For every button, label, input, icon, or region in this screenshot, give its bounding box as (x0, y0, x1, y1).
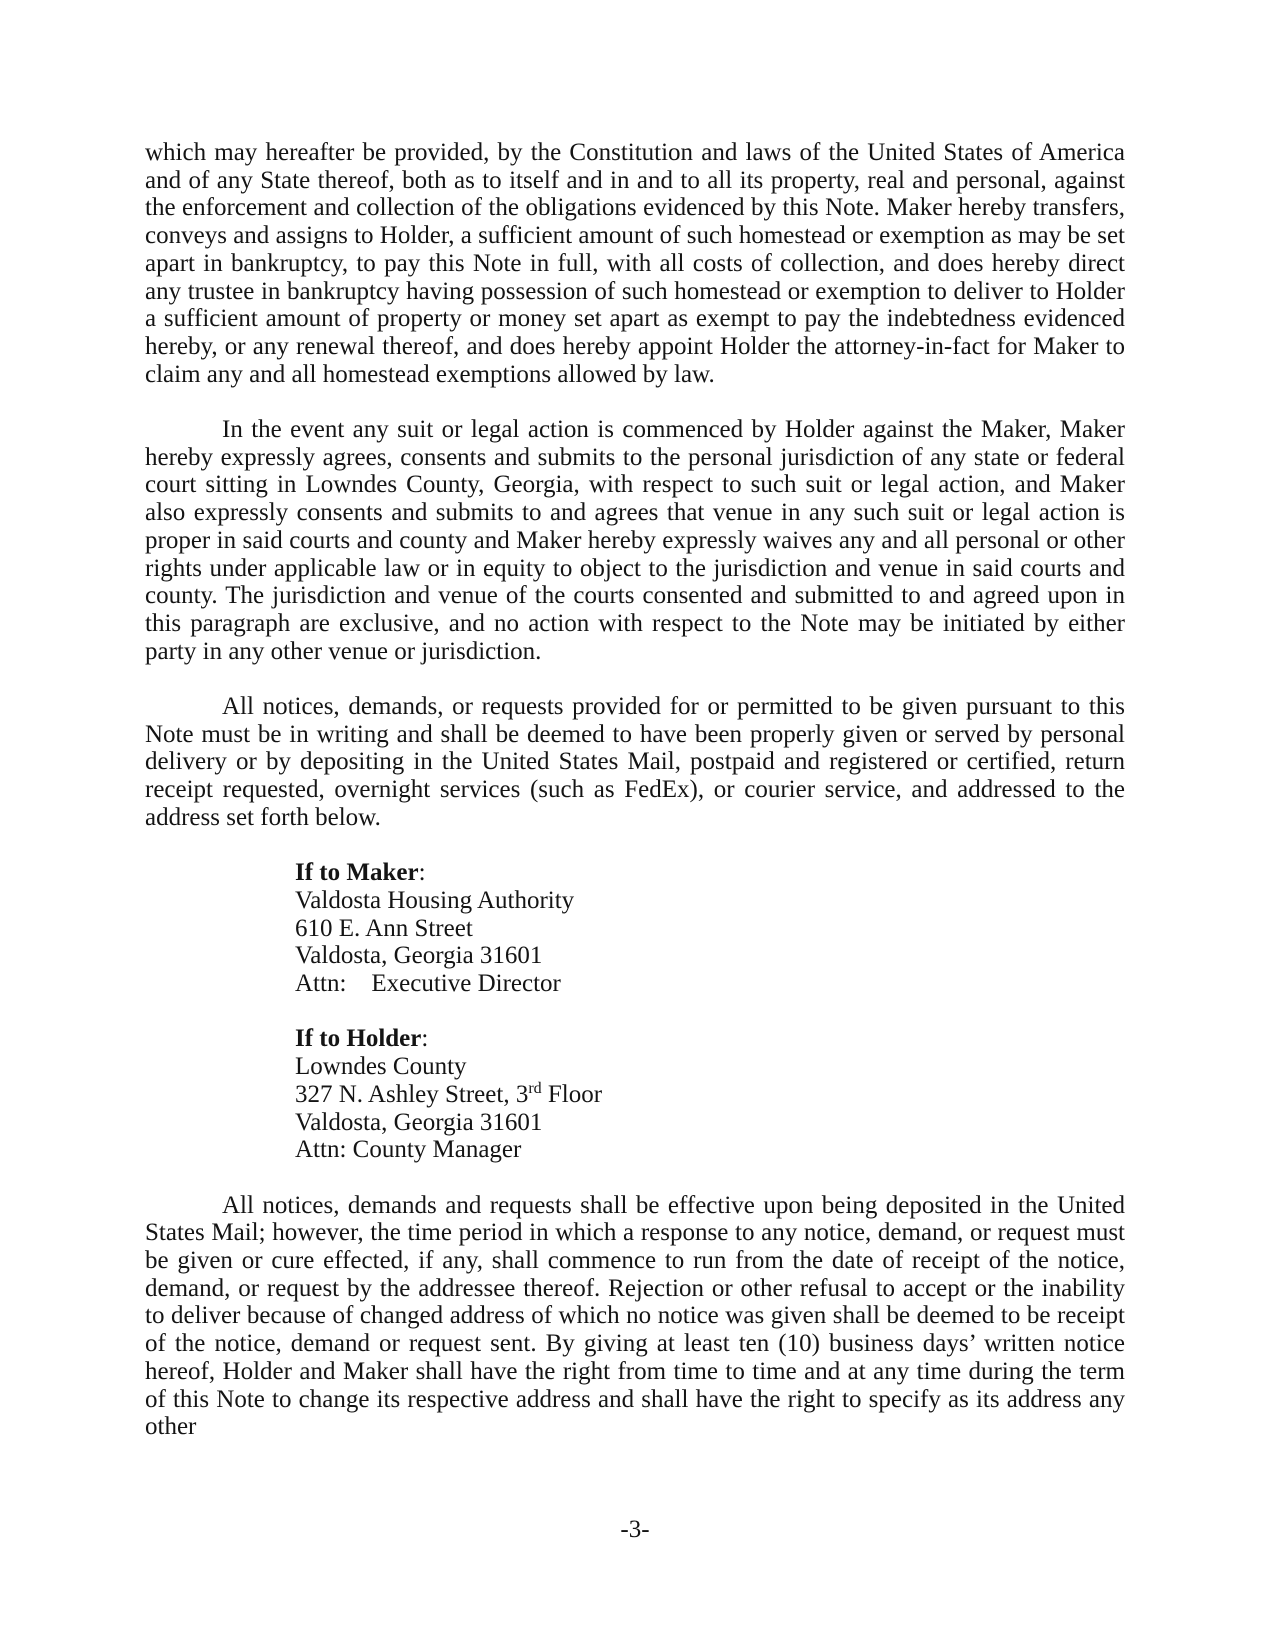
holder-heading-colon: : (421, 1025, 429, 1053)
maker-organization: Valdosta Housing Authority (295, 886, 575, 914)
holder-address-block (295, 1025, 1125, 1164)
maker-city-state-zip: Valdosta, Georgia 31601 (295, 942, 543, 970)
maker-address-block (295, 859, 1125, 998)
maker-street: 610 E. Ann Street (295, 914, 473, 942)
holder-organization: Lowndes County (295, 1053, 467, 1081)
paragraph-homestead-continuation: which may hereafter be provided, by the Constitution and laws of the United States of America and of any State thereof, both as to itself and in and to all its property, real and personal, against the enforcement and collection of the obligations evidenced by this Note. Maker hereby transfers, conveys and assigns to Holder, a sufficient amount of such homestead or exemption as may be set apart in bankruptcy, to pay this Note in full, with all costs of collection, and does hereby direct any trustee in bankruptcy having possession of such homestead or exemption to deliver to Holder a sufficient amount of property or money set apart as exempt to pay the indebtedness evidenced hereby, or any renewal thereof, and does hereby appoint Holder the attorney-in-fact for Maker to claim any and all homestead exemptions allowed by law. (145, 139, 1125, 388)
maker-heading-text: If to Maker (295, 859, 419, 887)
holder-address-heading (295, 1025, 1125, 1053)
maker-heading-colon: : (418, 859, 426, 887)
paragraph-jurisdiction-venue: In the event any suit or legal action is commenced by Holder against the Maker, Maker hereby expressly agrees, consents and submits to the personal jurisdiction of any state or federal court sitting in Lowndes County, Georgia, with respect to such suit or legal action, and Maker also expressly consents and submits to and agrees that venue in any such suit or legal action is proper in said courts and county and Maker hereby expressly waives any and all personal or other rights under applicable law or in equity to object to the jurisdiction and venue in said courts and county. The jurisdiction and venue of the courts consented and submitted to and agreed upon in this paragraph are exclusive, and no action with respect to the Note may be initiated by either party in any other venue or jurisdiction. (145, 416, 1125, 665)
maker-attention-line: Attn: Executive Director (295, 970, 561, 998)
holder-street-suffix: Floor (541, 1080, 603, 1108)
holder-street-prefix: 327 N. Ashley Street, 3 (295, 1080, 529, 1108)
holder-street (295, 1081, 1125, 1109)
page-number: -3- (620, 1516, 650, 1543)
paragraph-notice-effective: All notices, demands and requests shall be effective upon being deposited in the United States Mail; however, the time period in which a response to any notice, demand, or request must be given or cure effected, if any, shall commence to run from the date of receipt of the notice, demand, or request by the addressee thereof. Rejection or other refusal to accept or the inability to deliver because of changed address of which no notice was given shall be deemed to be receipt of the notice, demand or request sent. By giving at least ten (10) business days’ written notice hereof, Holder and Maker shall have the right from time to time and at any time during the term of this Note to change its respective address and shall have the right to specify as its address any other (145, 1191, 1125, 1441)
holder-city-state-zip: Valdosta, Georgia 31601 (295, 1108, 543, 1136)
holder-heading-text: If to Holder (295, 1025, 422, 1053)
paragraph-notice-delivery: All notices, demands, or requests provided for or permitted to be given pursuant to this Note must be in writing and shall be deemed to have been properly given or served by personal delivery or by depositing in the United States Mail, postpaid and registered or certified, return receipt requested, overnight services (such as FedEx), or courier service, and addressed to the address set forth below. (145, 693, 1125, 831)
maker-address-heading (295, 859, 1125, 887)
holder-street-ordinal-suffix: rd (528, 1079, 542, 1097)
holder-attention-line: Attn: County Manager (295, 1136, 522, 1164)
